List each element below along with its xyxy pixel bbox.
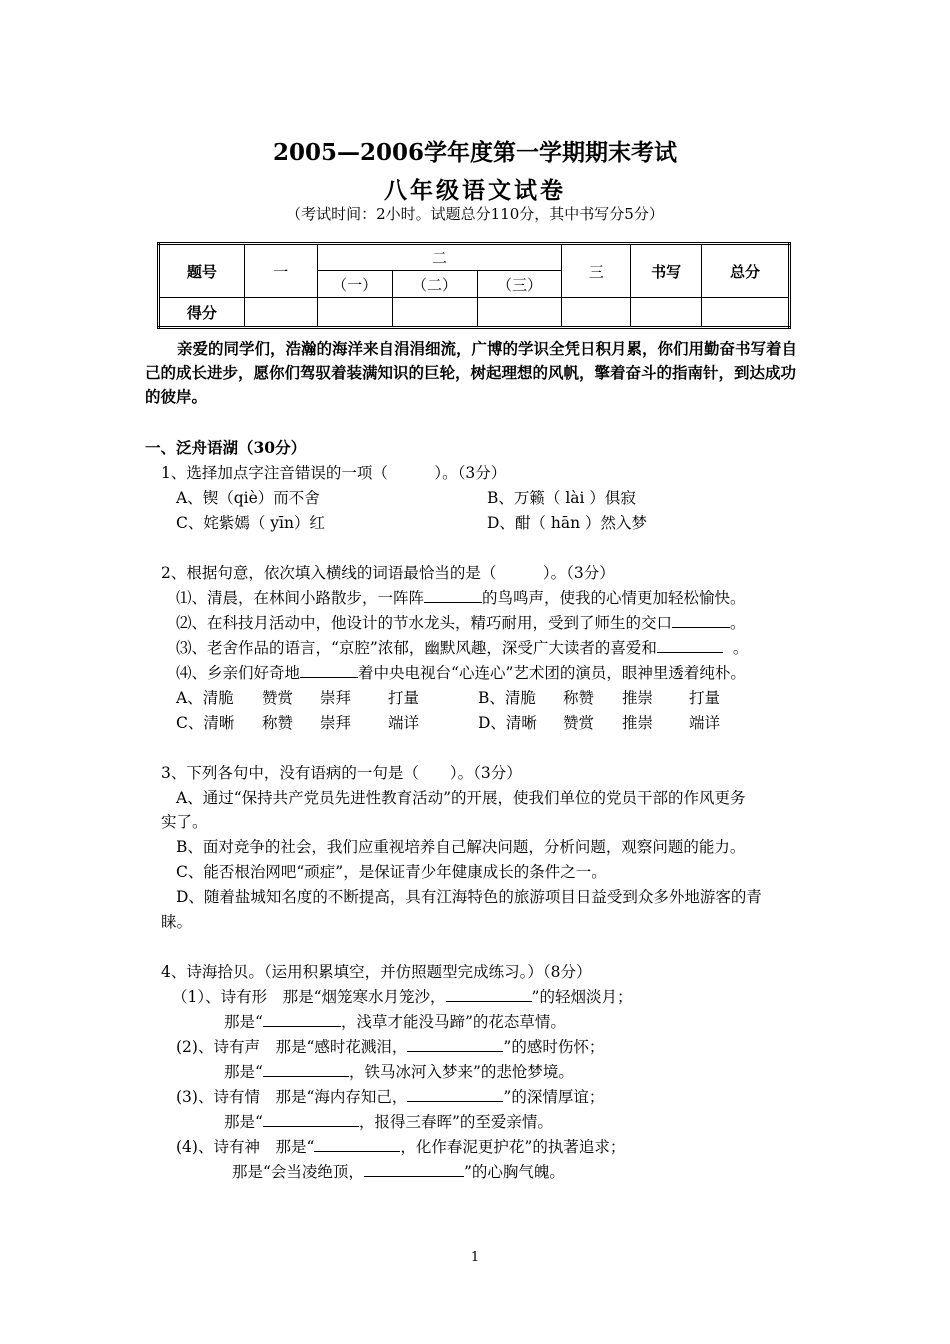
sentence-text: ⑷、乡亲们好奇地 <box>176 664 301 682</box>
row-label-score: 得分 <box>159 298 245 328</box>
q2-sentence-4 <box>176 661 746 683</box>
q2-sentence-1 <box>176 586 746 608</box>
score-cell[interactable] <box>317 298 392 328</box>
poem-text: 那是“会当凌绝顶， <box>232 1163 364 1181</box>
poem-text: ”的心胸气魄。 <box>463 1163 565 1181</box>
poem-text: （1）、诗有形 那是“烟笼寒水月笼沙， <box>172 988 446 1006</box>
col-header-total: 总分 <box>702 244 790 298</box>
q2-option-d-word-1: D、清晰 <box>478 714 537 732</box>
q2-option-d-word-2: 赞赏 <box>563 714 595 732</box>
q4-poem-2-line-2 <box>224 1060 574 1082</box>
q3-option-c: C、能否根治网吧“顽症”，是保证青少年健康成长的条件之一。 <box>176 863 607 881</box>
score-cell[interactable] <box>631 298 702 328</box>
q4-poem-4-line-2 <box>232 1160 565 1182</box>
q2-stem: 2、根据句意，依次填入横线的词语最恰当的是（ ）。（3分） <box>161 564 615 582</box>
sentence-text: ⑵、在科技月活动中，他设计的节水龙头，精巧耐用，受到了师生的交口 <box>176 614 673 632</box>
q2-option-b-word-4: 打量 <box>689 689 721 707</box>
q2-option-a-word-1: A、清脆 <box>176 689 234 707</box>
poem-text: ”的感时伤怀； <box>503 1038 605 1056</box>
q2-option-c-word-1: C、清晰 <box>176 714 235 732</box>
q1-option-b: B、万籁（ lài ）俱寂 <box>487 489 636 507</box>
sentence-text: ⑶、老舍作品的语言，“京腔”浓郁，幽默风趣，深受广大读者的喜爱和 <box>176 639 657 657</box>
q2-option-b-word-3: 推崇 <box>622 689 654 707</box>
fill-blank[interactable] <box>424 588 482 603</box>
poem-text: 那是“ <box>224 1013 263 1031</box>
col-header-1: 一 <box>244 244 317 298</box>
fill-blank[interactable] <box>657 638 723 653</box>
poem-text: 那是“ <box>224 1063 263 1081</box>
poem-text: (2)、诗有声 那是“感时花溅泪， <box>176 1038 408 1056</box>
fill-blank[interactable] <box>407 1087 503 1102</box>
q4-poem-2-line-1 <box>176 1035 604 1057</box>
sentence-text: 的鸟鸣声，使我的心情更加轻松愉快。 <box>482 589 746 607</box>
q4-poem-1-line-2 <box>224 1010 566 1032</box>
score-cell[interactable] <box>392 298 477 328</box>
q2-option-b-word-1: B、清脆 <box>478 689 536 707</box>
col-header-2: 二 <box>317 244 562 271</box>
q3-option-a-cont: 实了。 <box>161 813 208 831</box>
fill-blank[interactable] <box>263 1112 359 1127</box>
poem-text: 那是“ <box>224 1113 263 1131</box>
poem-text: (4)、诗有神 那是“ <box>176 1138 315 1156</box>
q4-poem-3-line-2 <box>224 1110 553 1132</box>
q3-option-a: A、通过“保持共产党员先进性教育活动”的开展，使我们单位的党员干部的作风更务 <box>176 789 746 807</box>
q4-poem-1-line-1 <box>172 985 632 1007</box>
q3-option-d-cont: 睐。 <box>161 913 193 931</box>
sentence-text: 着中央电视台“心连心”艺术团的演员，眼神里透着纯朴。 <box>358 664 746 682</box>
col-header-writing: 书写 <box>631 244 702 298</box>
fill-blank[interactable] <box>672 613 730 628</box>
fill-blank[interactable] <box>263 1012 341 1027</box>
sentence-text: 。 <box>732 639 749 657</box>
q2-sentence-2 <box>176 611 746 633</box>
score-cell[interactable] <box>477 298 562 328</box>
col-header-2-sub-2: （二） <box>392 271 477 298</box>
q2-sentence-3 <box>176 636 748 658</box>
score-cell[interactable] <box>702 298 790 328</box>
col-header-2-sub-3: （三） <box>477 271 562 298</box>
score-cell[interactable] <box>562 298 631 328</box>
q1-option-d: D、酣（ hān ）然入梦 <box>487 514 647 532</box>
score-table <box>157 242 791 329</box>
score-cell[interactable] <box>244 298 317 328</box>
fill-blank[interactable] <box>263 1062 349 1077</box>
q4-stem: 4、诗海拾贝。（运用积累填空，并仿照题型完成练习。）（8分） <box>161 963 592 981</box>
q1-option-c: C、姹紫嫣（ yīn）红 <box>176 514 325 532</box>
q2-option-c-word-4: 端详 <box>388 714 420 732</box>
poem-text: ，浅草才能没马蹄”的花态草情。 <box>340 1013 566 1031</box>
fill-blank[interactable] <box>314 1137 400 1152</box>
paper-subtitle: 八年级语文试卷 <box>384 177 566 204</box>
q1-option-a: A、锲（qiè）而不舍 <box>176 489 320 507</box>
q3-stem: 3、下列各句中，没有语病的一句是（ ）。（3分） <box>161 764 522 782</box>
poem-text: ”的深情厚谊； <box>503 1088 605 1106</box>
poem-text: (3)、诗有情 那是“海内存知己， <box>176 1088 408 1106</box>
q2-option-c-word-3: 崇拜 <box>320 714 352 732</box>
q2-option-d-word-3: 推崇 <box>622 714 654 732</box>
fill-blank[interactable] <box>300 663 358 678</box>
q2-option-c-word-2: 称赞 <box>262 714 294 732</box>
q1-stem: 1、选择加点字注音错误的一项（ ）。（3分） <box>161 464 507 482</box>
q2-option-b-word-2: 称赞 <box>563 689 595 707</box>
col-header-3: 三 <box>562 244 631 298</box>
fill-blank[interactable] <box>364 1162 464 1177</box>
fill-blank[interactable] <box>446 987 532 1002</box>
section-1-heading: 一、泛舟语湖（30分） <box>145 438 307 457</box>
poem-text: ”的轻烟淡月； <box>531 988 633 1006</box>
q2-option-a-word-3: 崇拜 <box>320 689 352 707</box>
q4-poem-4-line-1 <box>176 1135 625 1157</box>
q2-option-a-word-4: 打量 <box>388 689 420 707</box>
q2-option-a-word-2: 赞赏 <box>262 689 294 707</box>
poem-text: ，铁马冰河入梦来”的悲怆梦境。 <box>348 1063 574 1081</box>
q3-option-b: B、面对竞争的社会，我们应重视培养自己解决问题，分析问题，观察问题的能力。 <box>176 838 746 856</box>
page-number: 1 <box>470 1250 480 1265</box>
row-label-question-number: 题号 <box>159 244 245 298</box>
sentence-text: ⑴、清晨，在林间小路散步，一阵阵 <box>176 589 425 607</box>
poem-text: ，化作春泥更护花”的执著追求； <box>400 1138 626 1156</box>
poem-text: ，报得三春晖”的至爱亲情。 <box>358 1113 553 1131</box>
exam-title: 2005—2006学年度第一学期期末考试 <box>272 139 678 166</box>
sentence-text: 。 <box>730 614 746 632</box>
col-header-2-sub-1: （一） <box>317 271 392 298</box>
q3-option-d: D、随着盐城知名度的不断提高，具有江海特色的旅游项目日益受到众多外地游客的青 <box>176 888 762 906</box>
exam-note: （考试时间：2小时。试题总分110分，其中书写分5分） <box>286 205 664 223</box>
intro-paragraph: 亲爱的同学们，浩瀚的海洋来自涓涓细流，广博的学识全凭日积月累，你们用勤奋书写着自己的成长进步，愿你们驾驭着装满知识的巨轮，树起理想的风帆，擎着奋斗的指南针，到达成功的彼岸。 <box>145 339 798 406</box>
q2-option-d-word-4: 端详 <box>689 714 721 732</box>
fill-blank[interactable] <box>407 1037 503 1052</box>
q4-poem-3-line-1 <box>176 1085 604 1107</box>
